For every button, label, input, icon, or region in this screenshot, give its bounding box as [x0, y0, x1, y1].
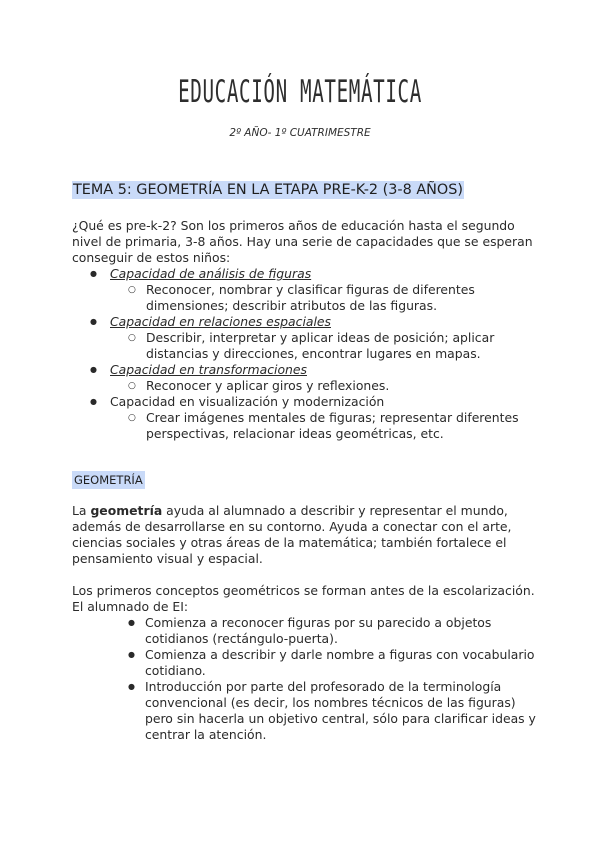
- page-title: EDUCACIÓN MATEMÁTICA: [178, 74, 422, 110]
- capacity-detail: Describir, interpretar y aplicar ideas de posición; aplicar distancias y direcciones, encontrar lugares en mapas.: [146, 330, 495, 361]
- capacity-label: Capacidad en transformaciones: [110, 362, 307, 377]
- intro-paragraph: ¿Qué es pre-k-2? Son los primeros años de educación hasta el segundo nivel de primaria, 3-8 años. Hay una serie de capacidades que se esperan conseguir de estos niños:: [72, 218, 533, 265]
- capacity-label: Capacidad en relaciones espaciales: [110, 314, 331, 329]
- list-item: [72, 266, 542, 282]
- section-heading-geometria: GEOMETRÍA: [74, 473, 143, 487]
- geometria-paragraph: [72, 503, 542, 567]
- list-item: ● Comienza a describir y darle nombre a figuras con vocabulario cotidiano.: [72, 647, 542, 679]
- early-concepts-paragraph: Los primeros conceptos geométricos se forman antes de la escolarización. El alumnado de EI:: [72, 583, 535, 614]
- list-item: [72, 362, 542, 378]
- page-subtitle: 2º AÑO- 1º CUATRIMESTRE: [229, 127, 371, 139]
- list-item: [72, 314, 542, 330]
- capacities-list: [72, 266, 542, 442]
- list-item: [72, 394, 542, 410]
- capacity-label: Capacidad de análisis de figuras: [110, 266, 312, 281]
- section-heading-tema5: TEMA 5: GEOMETRÍA EN LA ETAPA PRE-K-2 (3-8 AÑOS): [73, 182, 463, 198]
- list-item: [72, 330, 542, 362]
- alumnado-list: [72, 615, 542, 743]
- capacity-detail: Crear imágenes mentales de figuras; representar diferentes perspectivas, relacionar ideas geométricas, etc.: [146, 410, 519, 441]
- list-item: [72, 410, 542, 442]
- capacity-detail: Reconocer y aplicar giros y reflexiones.: [146, 378, 390, 393]
- list-item: [72, 378, 542, 394]
- section1-body: [72, 218, 542, 442]
- section2-body: [72, 503, 542, 743]
- list-item: [72, 282, 542, 314]
- capacity-label: Capacidad en visualización y modernización: [110, 394, 385, 409]
- term-geometria: geometría: [90, 503, 163, 518]
- list-item: ● Introducción por parte del profesorado de la terminología convencional (es decir, los nombres técnicos de las figuras) pero sin hacerla un objetivo central, sólo para clarificar ideas y centrar la atención.: [72, 679, 542, 743]
- capacity-detail: Reconocer, nombrar y clasificar figuras de diferentes dimensiones; describir atributos de las figuras.: [146, 282, 475, 313]
- para-rest: ayuda al alumnado a describir y representar el mundo, además de desarrollarse en su contorno. Ayuda a conectar con el arte, ciencias sociales y otras áreas de la matemática; también fortalece el pensamiento visual y espacial.: [72, 503, 512, 566]
- list-item: ● Comienza a reconocer figuras por su parecido a objetos cotidianos (rectángulo-puerta).: [72, 615, 542, 647]
- para-prefix: La: [72, 503, 91, 518]
